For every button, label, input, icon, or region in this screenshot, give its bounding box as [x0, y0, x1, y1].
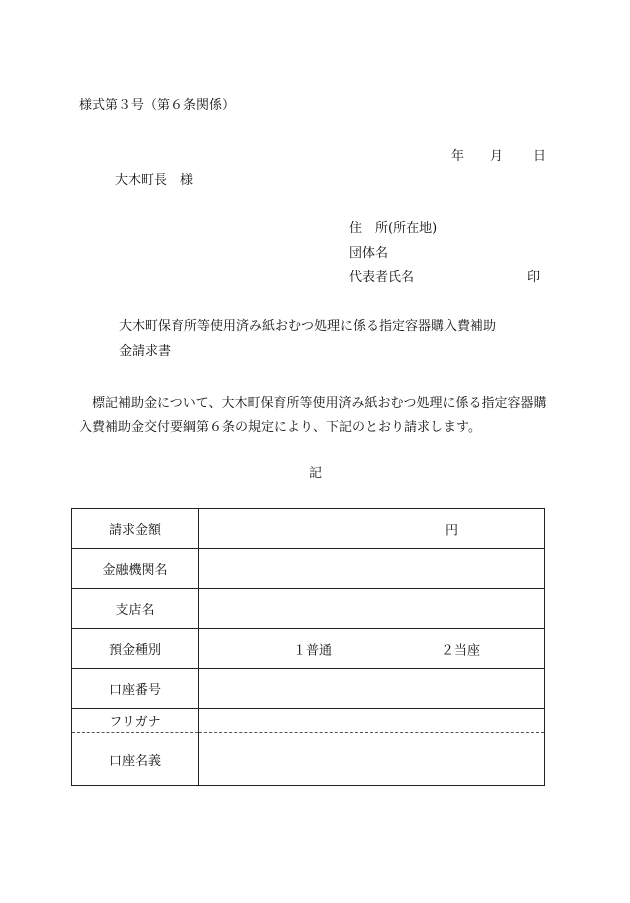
- organization-label: 団体名: [349, 246, 389, 261]
- payment-info-table: [71, 508, 545, 786]
- amount-field[interactable]: [199, 509, 545, 549]
- table-row-furigana: [72, 709, 545, 733]
- amount-label: 請求金額: [72, 509, 199, 549]
- deposit-type-option-ordinary[interactable]: １普通: [293, 643, 333, 658]
- addressee: 大木町長 様: [115, 173, 194, 188]
- body-text: [79, 392, 559, 440]
- account-number-label: 口座番号: [72, 669, 199, 709]
- table-row-deposit-type: [72, 629, 545, 669]
- date-year-label: 年: [451, 149, 465, 164]
- document-title-line2: 金請求書: [119, 344, 172, 359]
- bank-name-field[interactable]: [199, 549, 545, 589]
- seal-label: 印: [527, 270, 541, 285]
- furigana-label: フリガナ: [72, 709, 199, 733]
- date-month-label: 月: [490, 149, 504, 164]
- deposit-type-option-checking[interactable]: ２当座: [441, 643, 481, 658]
- representative-name-label: 代表者氏名: [349, 270, 415, 285]
- account-name-field[interactable]: [199, 733, 545, 786]
- ki-label: 記: [309, 466, 323, 481]
- table-row-bank: [72, 549, 545, 589]
- yen-unit: 円: [445, 523, 459, 538]
- account-name-label: 口座名義: [72, 733, 199, 786]
- table-row-account-number: [72, 669, 545, 709]
- account-number-field[interactable]: [199, 669, 545, 709]
- address-label: 住 所(所在地): [349, 221, 438, 236]
- bank-name-label: 金融機関名: [72, 549, 199, 589]
- table-row-branch: [72, 589, 545, 629]
- table-row-account-name: [72, 733, 545, 786]
- deposit-type-field: [199, 629, 545, 669]
- date-day-label: 日: [533, 149, 547, 164]
- branch-name-label: 支店名: [72, 589, 199, 629]
- deposit-type-label: 預金種別: [72, 629, 199, 669]
- table-row-amount: [72, 509, 545, 549]
- document-title-line1: 大木町保育所等使用済み紙おむつ処理に係る指定容器購入費補助: [119, 319, 497, 334]
- branch-name-field[interactable]: [199, 589, 545, 629]
- form-number: 様式第３号（第６条関係）: [79, 98, 236, 113]
- body-paragraph: 標記補助金について、大木町保育所等使用済み紙おむつ処理に係る指定容器購入費補助金交付要綱第６条の規定により、下記のとおり請求します。: [79, 396, 547, 435]
- furigana-field[interactable]: [199, 709, 545, 733]
